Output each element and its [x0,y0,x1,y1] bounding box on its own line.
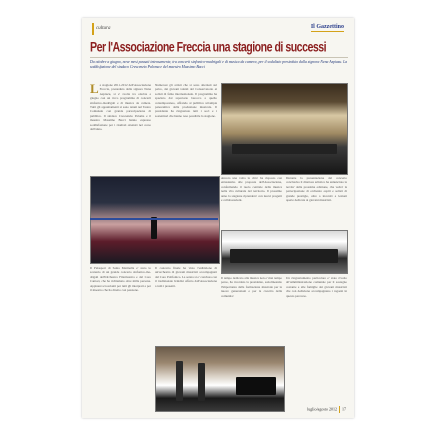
article-column-3-mid [221,176,282,226]
masthead-logo: Il Gazzettino [310,24,344,30]
article-column-1-bottom [90,266,151,346]
column-2-top-text: Numerosi gli artisti che si sono alternati sul palco, dai giovani talenti del Conservatorio ai solisti di fama internazionale. Il programma ha spaziato dal repertorio barocco a quello contemporaneo, offrendo al pubblico un'ampia panoramica della produzione musicale. Il presidente ha ringraziato tutti i soci e i sostenitori che hanno reso possibile la stagione. [155,83,217,118]
photo-soloists-piano [155,346,285,412]
column-2-bottom-text: Il concerto finale ha visto l'esibizione di un'orchestra di giovani musicisti accompagnati dal Coro Polifonico. La serata si e' conclusa con il tradizionale brindisi offerto dall'Associazione a tutti i presenti. [155,266,217,288]
issue-date: luglio/agosto 2012 [307,406,337,412]
column-3-bottom-text: Il tempo dedicato alla musica non e' mai tempo perso, ha ricordato la presidente, sottolineando l'importanza della formazione musicale per le nuove generazioni e per la crescita della comunita'. [221,276,282,298]
column-1-top-text: a stagione 2011-2012 dell'Associazione Freccia, presieduta dalla signora Nena Azpiazu, si e' svolta tra ottobre e giugno con un ricco programma di concerti sinfonico-madrigali e di musica da camera. Tutti gli appuntamenti si sono tenuti nel Teatro Comunale con grande partecipazione di pubblico. Il sindaco Crescenzio Paloma e il maestro Massimo Bacci hanno espresso soddisfazione per i risultati ottenuti nel corso dell'anno. [90,83,151,132]
magazine-page [82,18,354,418]
column-4-bottom-text: Un ringraziamento particolare e' stato rivolto all'Amministrazione comunale per il sostegno costante e alle famiglie dei giovani musicisti che con dedizione accompagnano i ragazzi in questo percorso. [286,276,347,298]
column-3-mid-text: Ancora una volta la citta' ha risposto con entusiasmo alle proposte dell'Associazione, confermando il ruolo centrale della musica nella vita culturale del territorio. Il prossimo anno la stagione riprendera' con nuovi progetti e collaborazioni. [221,176,282,203]
performers-row [230,249,338,263]
article-column-3-bottom [221,276,282,342]
article-column-1-top [90,83,151,171]
piano-shape [236,377,276,395]
column-4-mid-text: Durante la presentazione del concerto conclusivo il direttore artistico ha annunciato le novita' della prossima edizione, che vedra' la partecipazione di orchestre ospiti e solisti di grande prestigio, oltre a incontri e lezioni aperte dedicate ai giovani musicisti. [286,176,347,203]
photo-orchestra-stage [90,176,220,264]
singer-figure [176,361,183,401]
footer-accent-bar [339,406,340,413]
article-headline: Per l'Associazione Freccia una stagione di successi [90,40,327,56]
article-column-4-bottom [286,276,347,342]
column-1-bottom-text: Il Palasport di Santa Marinella e' stato lo scenario di un grande concerto sinfonico-madrigali dell'Orchestra Filarmonica e del Coro Cantori, che ha richiamato oltre mille persone. Applausi scroscianti per tutti gli interpreti e per il maestro che ha diretto con passione. [90,266,151,293]
dropcap: L [90,83,99,96]
article-column-4-mid [286,176,347,226]
article-subtitle: Da ottobre a giugno, nove mesi passati intensamente, tra concerti sinfonico-madrigali e di musica da camera, per il sodalizio presieduto dalla signora Nena Azpiazu. La soddisfazione del sindaco Crescenzio Paloma e del maestro Massimo Bacci [90,60,348,69]
article-column-2-bottom [155,266,217,346]
headline-divider [90,57,348,58]
article-column-2-top [155,83,217,171]
violinist-figure [198,363,205,401]
conductor-figure [151,217,157,239]
page-number: 17 [342,406,346,412]
section-accent-bar [92,23,94,35]
page-footer [307,406,346,413]
section-label: cultura [96,26,111,31]
photo-performers [221,230,348,274]
orchestra-silhouette [232,144,337,154]
photo-concert-hall [221,83,348,175]
section-rule [90,218,218,220]
